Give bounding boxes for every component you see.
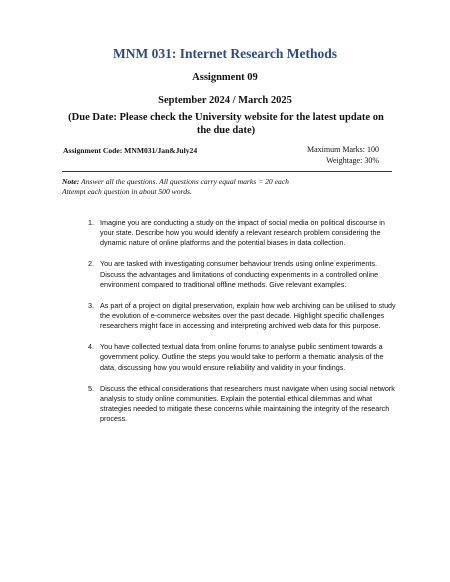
assignment-number: Assignment 09 [192, 72, 258, 83]
question-number: 1. [88, 218, 94, 227]
question-text: You have collected textual data from online forums to analyse public sentiment towards a government policy. Outline the steps you would take to perform a thematic analysis of the data, discussing how you would ensure reliability and validity in your findings. [100, 342, 384, 372]
question-number: 5. [88, 383, 94, 393]
course-title: MNM 031: Internet Research Methods [113, 46, 337, 61]
question-list [88, 218, 400, 435]
weightage: Weightage: 30% [326, 156, 379, 165]
question-item [88, 342, 400, 373]
note-label: Note: [62, 177, 80, 186]
maximum-marks: Maximum Marks: 100 [307, 145, 379, 154]
due-date-line-2: the due date) [196, 125, 256, 136]
question-item [88, 384, 400, 425]
question-text: You are tasked with investigating consumer behaviour trends using online experiments. Discuss the advantages and limitations of conducting experiments in a controlled online environment compared to traditional offline methods. Give relevant examples. [100, 259, 379, 289]
marks-info [307, 144, 379, 166]
assignment-code: Assignment Code: MNM031/Jan&July24 [63, 146, 198, 155]
due-date-notice [66, 111, 386, 137]
question-text: As part of a project on digital preservation, explain how web archiving can be utilised to study the evolution of e-commerce websites over the past decade. Highlight specific challenges researchers might face in accessing and interpreting archived web data for this purpose. [100, 300, 396, 331]
note-line-2: Attempt each question in about 500 words. [62, 187, 192, 196]
question-number: 3. [88, 300, 94, 310]
question-number: 4. [88, 342, 94, 352]
question-number: 2. [88, 259, 94, 269]
question-item [88, 218, 400, 249]
divider [62, 171, 392, 172]
question-item [88, 301, 400, 332]
session-dates: September 2024 / March 2025 [158, 95, 292, 106]
due-date-line-1: (Due Date: Please check the University website for the latest update on [68, 112, 384, 123]
question-text: Imagine you are conducting a study on the impact of social media on political discourse in your state. Describe how you would identify a relevant research problem considering the dynamic nature of online platforms and the potential biases in data collection. [100, 218, 385, 248]
note-line-1: Answer all the questions. All questions carry equal marks = 20 each [79, 177, 289, 186]
question-text: Discuss the ethical considerations that researchers must navigate when using social network analysis to study online communities. Explain the potential ethical dilemmas and what strategies needed to mitigate these concerns while maintaining the integrity of the research process. [100, 383, 395, 424]
instructions-note [62, 177, 402, 197]
question-item [88, 259, 400, 290]
